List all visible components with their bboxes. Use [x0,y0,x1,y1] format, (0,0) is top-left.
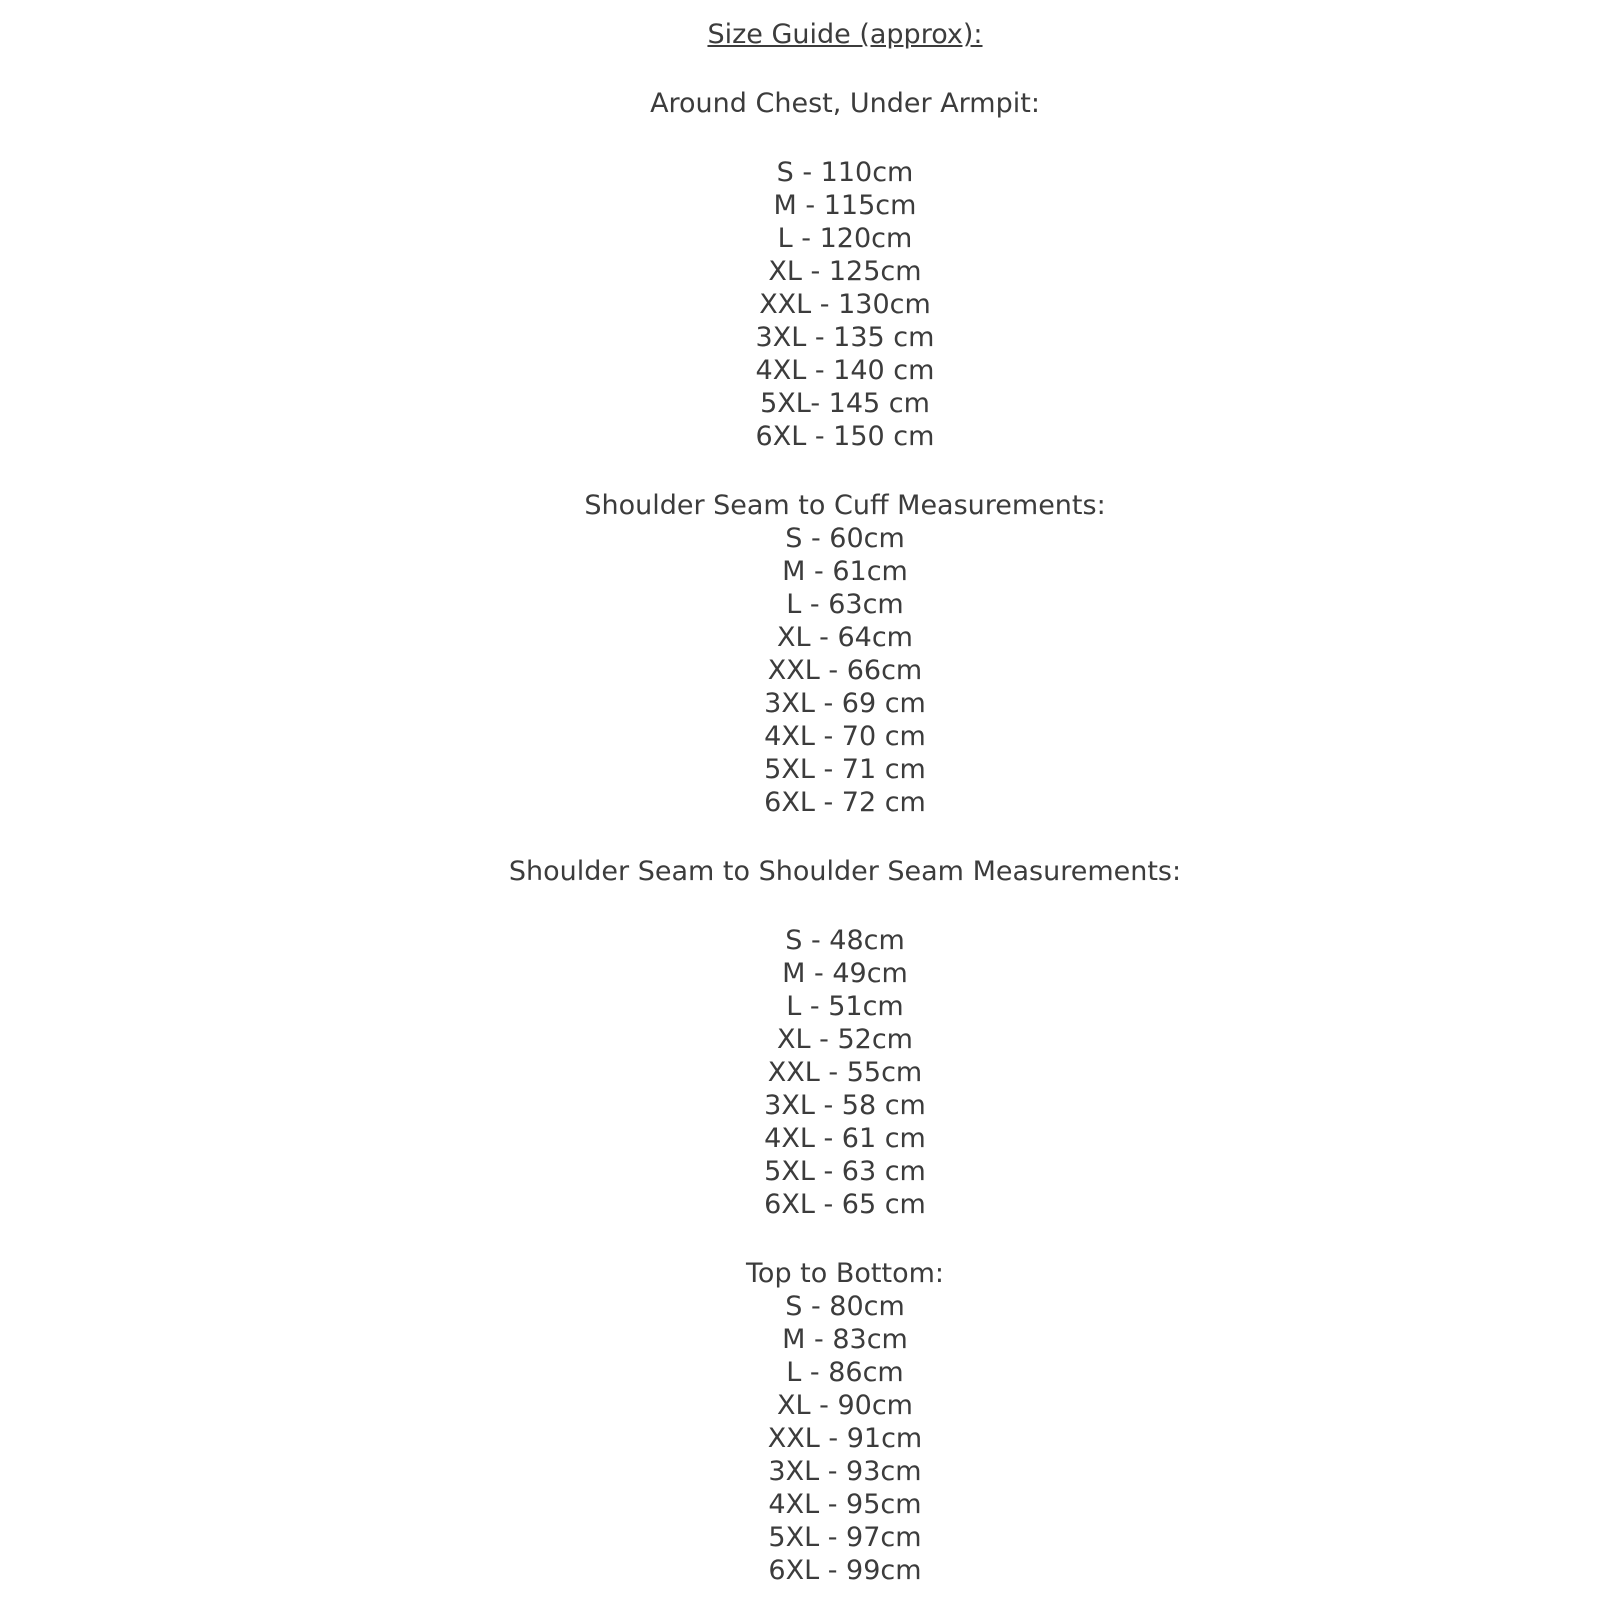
size-row: 5XL - 63 cm [764,1156,926,1187]
size-row: M - 61cm [782,556,908,587]
size-row: 4XL - 95cm [768,1489,922,1520]
size-row: S - 60cm [785,523,905,554]
size-row: 6XL - 150 cm [755,421,935,452]
section-around-chest [90,87,1600,453]
size-row: M - 83cm [782,1324,908,1355]
blank-line [90,120,1600,156]
size-row: 5XL- 145 cm [760,388,930,419]
size-row: XXL - 91cm [767,1423,923,1454]
size-row: XL - 52cm [777,1024,913,1055]
size-row: L - 63cm [786,589,904,620]
section-shoulder-to-cuff [90,489,1600,819]
size-row: 4XL - 140 cm [755,355,935,386]
size-row: 6XL - 72 cm [764,787,926,818]
size-row: L - 120cm [777,223,913,254]
size-row: M - 115cm [773,190,917,221]
section-heading: Top to Bottom: [746,1258,944,1289]
size-row: XL - 90cm [777,1390,913,1421]
section-heading: Shoulder Seam to Shoulder Seam Measurements: [508,856,1182,887]
size-row: L - 86cm [786,1357,904,1388]
blank-line [90,888,1600,924]
size-row: S - 80cm [785,1291,905,1322]
section-heading: Around Chest, Under Armpit: [650,88,1040,119]
section-top-to-bottom [90,1257,1600,1587]
size-row: 6XL - 99cm [768,1555,922,1586]
size-row: XL - 125cm [768,256,922,287]
section-heading: Shoulder Seam to Cuff Measurements: [584,490,1106,521]
size-row: 3XL - 135 cm [755,322,935,353]
blank-line [90,453,1600,489]
blank-line [90,51,1600,87]
page-title: Size Guide (approx): [707,19,983,50]
size-row: 3XL - 69 cm [764,688,926,719]
blank-line [90,1221,1600,1257]
size-row: S - 110cm [776,157,914,188]
size-row: XXL - 66cm [767,655,923,686]
size-row: XXL - 55cm [767,1057,923,1088]
size-row: M - 49cm [782,958,908,989]
size-row: 5XL - 71 cm [764,754,926,785]
size-row: 4XL - 70 cm [764,721,926,752]
size-row: 4XL - 61 cm [764,1123,926,1154]
size-row: 3XL - 58 cm [764,1090,926,1121]
size-row: S - 48cm [785,925,905,956]
size-row: XL - 64cm [777,622,913,653]
size-row: L - 51cm [786,991,904,1022]
section-shoulder-to-shoulder [90,855,1600,1221]
size-row: 5XL - 97cm [768,1522,922,1553]
size-row: 6XL - 65 cm [764,1189,926,1220]
size-row: 3XL - 93cm [768,1456,922,1487]
size-row: XXL - 130cm [759,289,931,320]
blank-line [90,819,1600,855]
